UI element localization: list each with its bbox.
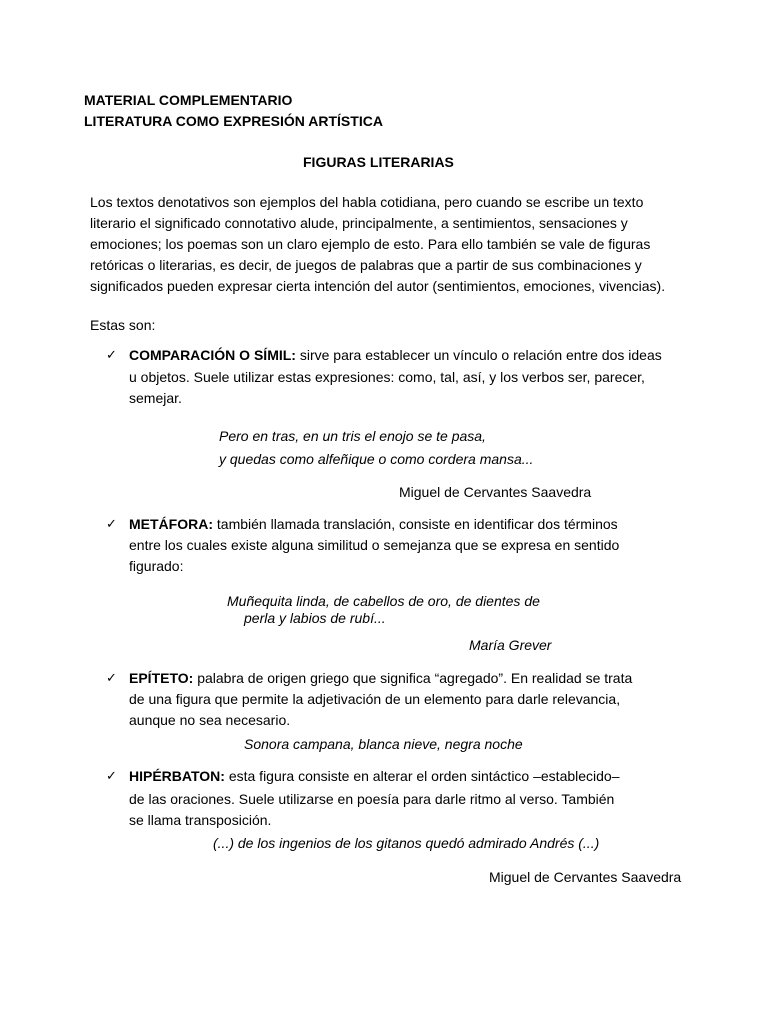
intro-line: significados pueden expresar cierta intención del autor (sentimientos, emociones, vivencias). <box>90 278 666 294</box>
quote-author: Miguel de Cervantes Saavedra <box>489 869 682 885</box>
figure-definition-line: u objetos. Suele utilizar estas expresiones: como, tal, así, y los verbos ser, parecer, <box>129 369 645 385</box>
figure-definition-line <box>129 514 618 535</box>
quote-line: perla y labios de rubí... <box>244 610 386 626</box>
figure-definition-line <box>129 766 620 787</box>
checkmark-icon: ✓ <box>106 671 117 686</box>
figure-definition: sirve para establecer un vínculo o relación entre dos ideas <box>295 347 662 363</box>
figure-definition-line <box>129 668 632 689</box>
figure-definition-line <box>129 345 662 366</box>
quote-line: Pero en tras, en un tris el enojo se te pasa, <box>219 428 486 444</box>
figure-definition-line: de una figura que permite la adjetivación de un elemento para darle relevancia, <box>129 691 621 707</box>
figure-term: METÁFORA: <box>129 516 213 532</box>
checkmark-icon: ✓ <box>106 348 117 363</box>
header-line-2: LITERATURA COMO EXPRESIÓN ARTÍSTICA <box>84 113 383 129</box>
figure-definition-line: figurado: <box>129 558 184 574</box>
figure-definition-line: se llama transposición. <box>129 812 272 828</box>
figure-definition-line: semejar. <box>129 390 182 406</box>
figure-term: HIPÉRBATON: <box>129 768 225 784</box>
figure-definition-line: entre los cuales existe alguna similitud o semejanza que se expresa en sentido <box>129 537 620 553</box>
quote-line: (...) de los ingenios de los gitanos quedó admirado Andrés (...) <box>213 835 600 851</box>
quote-author: María Grever <box>469 637 552 653</box>
header-line-1: MATERIAL COMPLEMENTARIO <box>84 92 293 108</box>
checkmark-icon: ✓ <box>106 769 117 784</box>
quote-line: Sonora campana, blanca nieve, negra noche <box>244 736 523 752</box>
intro-line: emociones; los poemas son un claro ejemplo de esto. Para ello también se vale de figuras <box>90 236 651 252</box>
quote-line: Muñequita linda, de cabellos de oro, de dientes de <box>227 593 540 609</box>
intro-line: Los textos denotativos son ejemplos del habla cotidiana, pero cuando se escribe un texto <box>90 194 644 210</box>
section-title: FIGURAS LITERARIAS <box>303 154 454 170</box>
figure-term: EPÍTETO: <box>129 670 194 686</box>
figure-definition: esta figura consiste en alterar el orden sintáctico –establecido– <box>224 768 620 784</box>
figure-term: COMPARACIÓN O SÍMIL: <box>129 347 296 363</box>
quote-author: Miguel de Cervantes Saavedra <box>399 484 592 500</box>
intro-line: literario el significado connotativo alude, principalmente, a sentimientos, sensaciones y <box>90 215 628 231</box>
intro-line: retóricas o literarias, es decir, de juegos de palabras que a partir de sus combinaciones y <box>90 257 642 273</box>
figure-definition-line: de las oraciones. Suele utilizarse en poesía para darle ritmo al verso. También <box>129 791 615 807</box>
estas-son-label: Estas son: <box>90 317 156 333</box>
figure-definition: también llamada translación, consiste en identificar dos términos <box>213 516 618 532</box>
quote-line: y quedas como alfeñique o como cordera mansa... <box>219 451 534 467</box>
figure-definition-line: aunque no sea necesario. <box>129 712 291 728</box>
checkmark-icon: ✓ <box>106 517 117 532</box>
figure-definition: palabra de origen griego que significa “agregado”. En realidad se trata <box>193 670 633 686</box>
